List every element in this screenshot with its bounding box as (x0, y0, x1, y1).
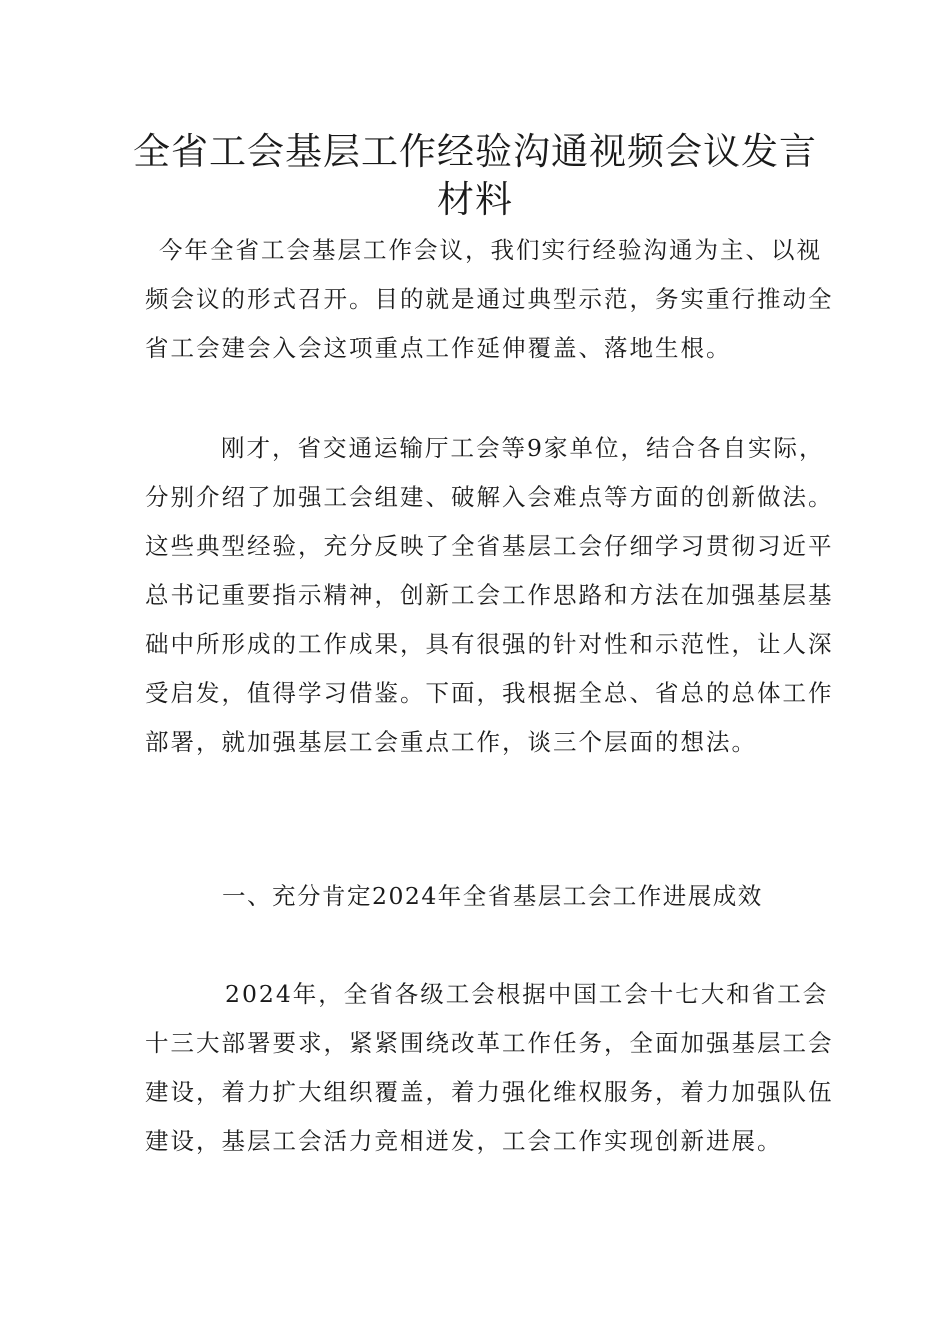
body-paragraph-intro: 今年全省工会基层工作会议，我们实行经验沟通为主、以视频会议的形式召开。目的就是通过典型示范，务实重行推动全省工会建会入会这项重点工作延伸覆盖、落地生根。 (145, 236, 834, 362)
section-heading: 一、充分肯定2024年全省基层工会工作进展成效 (222, 882, 763, 910)
section-paragraph: 2024年，全省各级工会根据中国工会十七大和省工会十三大部署要求，紧紧围绕改革工作任务，全面加强基层工会建设，着力扩大组织覆盖，着力强化维权服务，着力加强队伍建设，基层工会活力竞相迸发，工会工作实现创新进展。 (145, 980, 834, 1155)
document-title: 全省工会基层工作经验沟通视频会议发言材料 (133, 130, 817, 221)
body-paragraph-review: 刚才，省交通运输厅工会等9家单位，结合各自实际，分别介绍了加强工会组建、破解入会难点等方面的创新做法。这些典型经验，充分反映了全省基层工会仔细学习贯彻习近平总书记重要指示精神，创新工会工作思路和方法在加强基层基础中所形成的工作成果，具有很强的针对性和示范性，让人深受启发，值得学习借鉴。下面，我根据全总、省总的总体工作部署，就加强基层工会重点工作，谈三个层面的想法。 (145, 434, 834, 756)
